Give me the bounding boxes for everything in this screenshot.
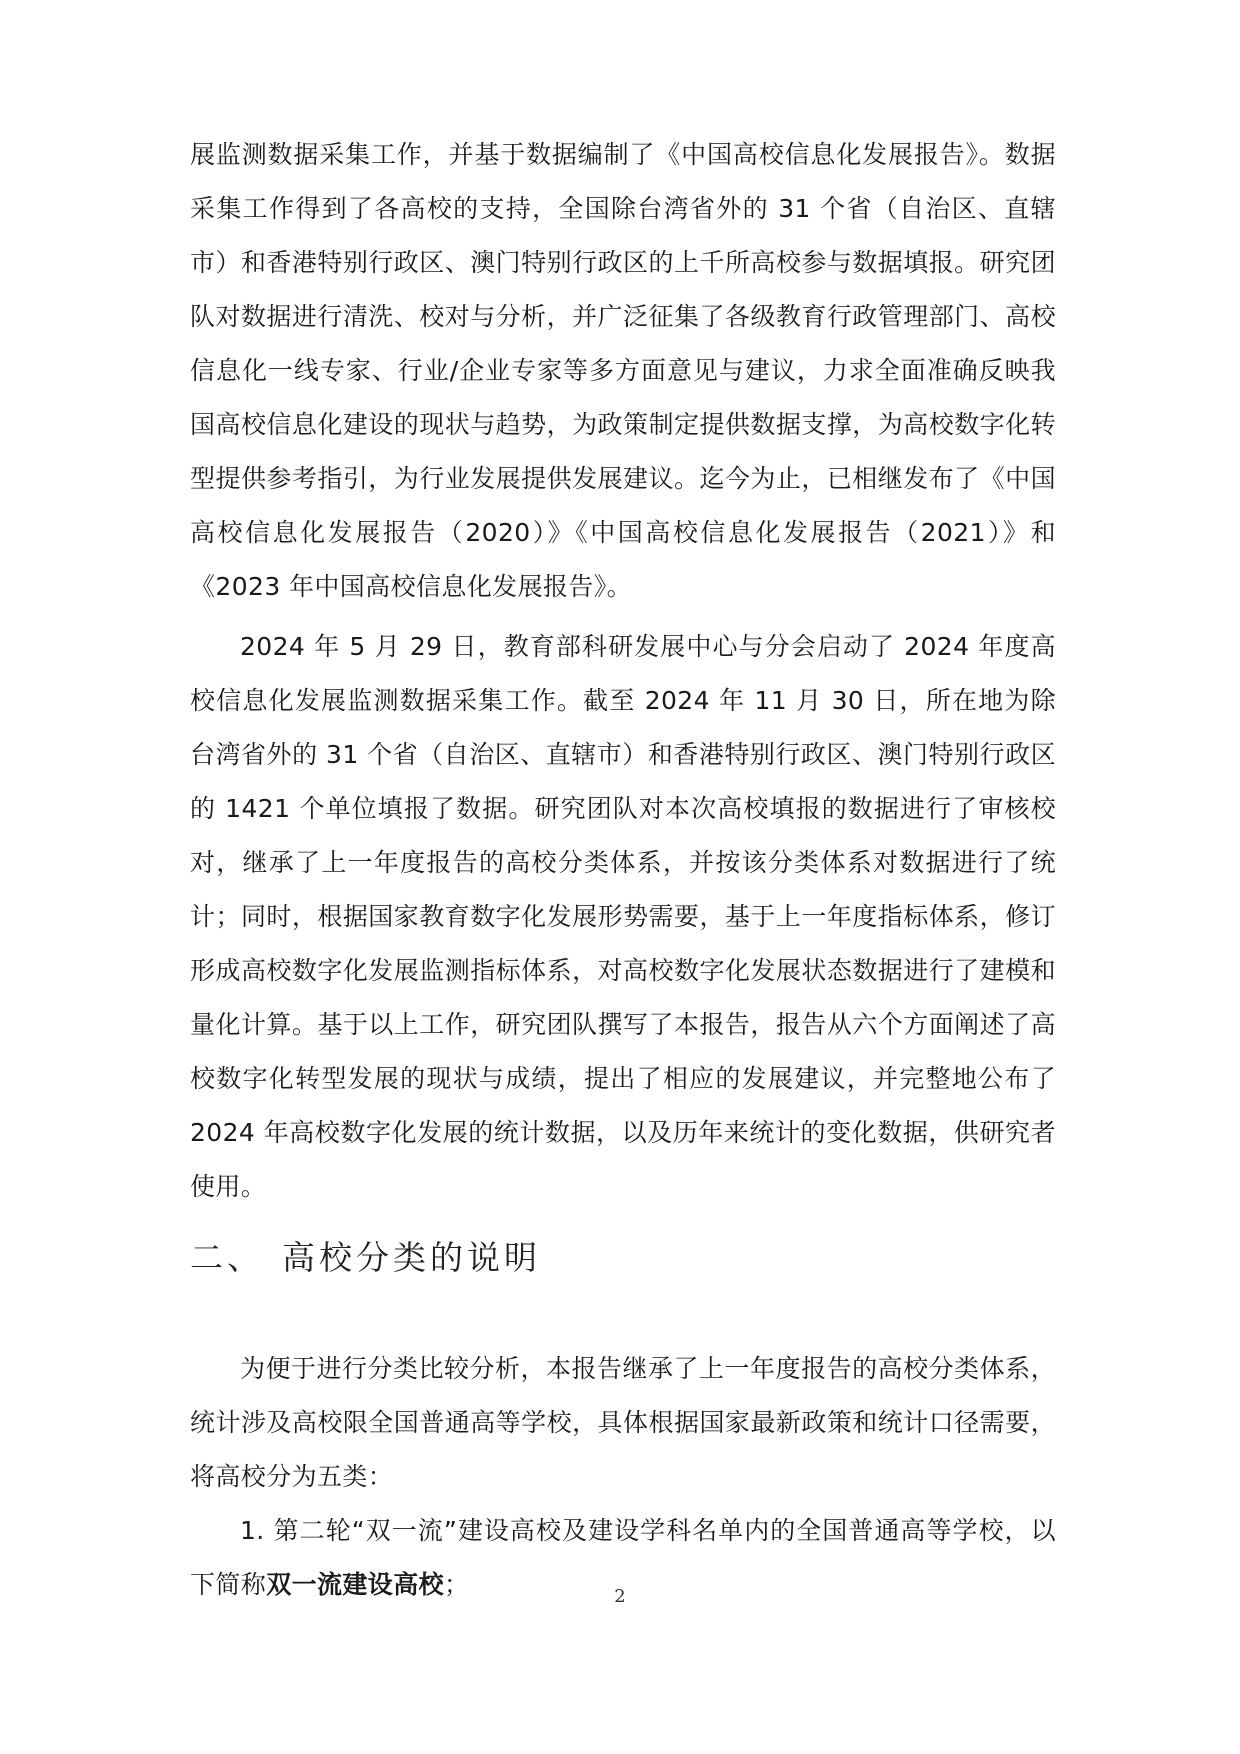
section-heading xyxy=(190,1236,1056,1280)
classification-intro-paragraph: 为便于进行分类比较分析，本报告继承了上一年度报告的高校分类体系，统计涉及高校限全国普通高等学校，具体根据国家最新政策和统计口径需要，将高校分为五类： xyxy=(190,1354,1056,1491)
item-1-text: 1. 第二轮“双一流”建设高校及建设学科名单内的全国普通高等学校，以下简称 xyxy=(190,1516,1056,1599)
item-1-punctuation: ； xyxy=(444,1570,470,1599)
data-collection-paragraph: 2024 年 5 月 29 日，教育部科研发展中心与分会启动了 2024 年度高校信息化发展监测数据采集工作。截至 2024 年 11 月 30 日，所在地为除台湾省外的 31 个省（自治区、直辖市）和香港特别行政区、澳门特别行政区的 1421 个单位填报了数据。研究团队对本次高校填报的数据进行了审核校对，继承了上一年度报告的高校分类体系，并按该分类体系对数据进行了统计；同时，根据国家教育数字化发展形势需要，基于上一年度指标体系，修订形成高校数字化发展监测指标体系，对高校数字化发展状态数据进行了建模和量化计算。基于以上工作，研究团队撰写了本报告，报告从六个方面阐述了高校数字化转型发展的现状与成绩，提出了相应的发展建议，并完整地公布了 2024 年高校数字化发展的统计数据，以及历年来统计的变化数据，供研究者使用。 xyxy=(190,632,1056,1201)
page-content xyxy=(190,128,1056,1612)
section-number: 二、 xyxy=(190,1238,264,1277)
item-1-term: 双一流建设高校 xyxy=(266,1570,445,1599)
intro-paragraph: 展监测数据采集工作，并基于数据编制了《中国高校信息化发展报告》。数据采集工作得到了各高校的支持，全国除台湾省外的 31 个省（自治区、直辖市）和香港特别行政区、澳门特别行政区的上千所高校参与数据填报。研究团队对数据进行清洗、校对与分析，并广泛征集了各级教育行政管理部门、高校信息化一线专家、行业/企业专家等多方面意见与建议，力求全面准确反映我国高校信息化建设的现状与趋势，为政策制定提供数据支撑，为高校数字化转型提供参考指引，为行业发展提供发展建议。迄今为止，已相继发布了《中国高校信息化发展报告（2020）》《中国高校信息化发展报告（2021）》和《2023 年中国高校信息化发展报告》。 xyxy=(190,140,1056,601)
section-title: 高校分类的说明 xyxy=(282,1238,541,1277)
page-number: 2 xyxy=(614,1586,626,1607)
